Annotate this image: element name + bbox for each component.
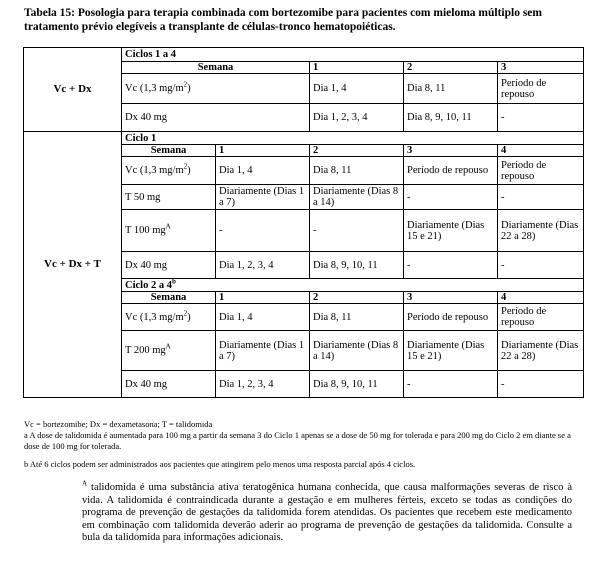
drug-cell: T 200 $mg^A$ [122, 331, 216, 371]
dose-cell: - [216, 210, 310, 252]
dose-cell: Dia 8, 9, 10, 11 [310, 252, 404, 279]
dose-cell: - [498, 252, 584, 279]
week-number: 2 [404, 62, 498, 74]
dose-cell: Dia 1, 2, 3, 4 [310, 104, 404, 132]
week-number: 2 [310, 292, 404, 304]
table-row [24, 132, 584, 145]
dose-cell: Dia 8, 11 [310, 157, 404, 185]
dose-cell: Dia 1, 4 [216, 157, 310, 185]
week-number: 1 [216, 145, 310, 157]
drug-cell: Dx 40 mg [122, 104, 310, 132]
drug-cell: T 50 mg [122, 185, 216, 210]
regimen-label: Vc + Dx + T [24, 132, 122, 398]
dose-cell: - [498, 104, 584, 132]
drug-cell: Dx 40 mg [122, 252, 216, 279]
dose-cell: Diariamente (Dias 1 a 7) [216, 185, 310, 210]
dose-cell: Diariamente (Dias 8 a 14) [310, 185, 404, 210]
dose-cell: Dia 8, 11 [310, 304, 404, 331]
dose-cell: - [404, 252, 498, 279]
week-number: 1 [310, 62, 404, 74]
week-number: 1 [216, 292, 310, 304]
abbreviations-footnote: Vc = bortezomibe; Dx = dexametasona; T = talidomida [24, 419, 213, 429]
dose-cell: Dia 8, 9, 10, 11 [310, 371, 404, 398]
cycles-header: Ciclos 1 a 4 [122, 48, 584, 62]
dose-cell: Diariamente (Dias 15 e 21) [404, 331, 498, 371]
table-title: Tabela 15: Posologia para terapia combinada com bortezomibe para pacientes com mieloma múltiplo sem tratamento prévio elegíveis a transplante de células-tronco hematopoiéticas. [24, 7, 542, 33]
dose-cell: - [310, 210, 404, 252]
dose-cell: Período de repouso [404, 304, 498, 331]
note-text: talidomida é uma substância ativa teratogênica humana conhecida, que causa malformações severas de risco à vida. A talidomida é contraindicada durante a gestação e em mulheres férteis, exceto se todas as condições do programa de prevenção de gestações da talidomida forem atendidas. Os pacientes que recebem este medicamento em combinação com talidomida deverão aderir ao programa de prevenção de gestações da talidomida. Consulte a bula da talidomida para informações adicionais. [82, 482, 572, 543]
dose-cell: Diariamente (Dias 15 e 21) [404, 210, 498, 252]
dose-cell: Período de repouso [498, 74, 584, 104]
week-number: 3 [404, 292, 498, 304]
dose-cell: Dia 1, 2, 3, 4 [216, 371, 310, 398]
dose-cell: Período de repouso [498, 157, 584, 185]
dose-cell: Diariamente (Dias 1 a 7) [216, 331, 310, 371]
week-number: 3 [498, 62, 584, 74]
dose-cell: - [404, 185, 498, 210]
dose-cell: Dia 8, 9, 10, 11 [404, 104, 498, 132]
note-superscript: A [82, 479, 88, 488]
week-header-label: Semana [122, 145, 216, 157]
warning-note [82, 479, 572, 545]
dose-cell: Diariamente (Dias 22 a 28) [498, 210, 584, 252]
footnote-b: b Até 6 ciclos podem ser administrados aos pacientes que atingirem pelo menos uma resposta parcial após 4 ciclos. [24, 459, 416, 469]
cycle-header: Ciclo 1 [122, 132, 584, 145]
drug-cell: Vc (1,3 $mg/m^2$) [122, 304, 216, 331]
footnote-a: a A dose de talidomida é aumentada para 100 mg a partir da semana 3 do Ciclo 1 apenas se a dose de 50 mg for tolerada e para 200 mg do Ciclo 2 em diante se a dose de 100 mg for tolerada. [24, 430, 571, 451]
dose-cell: Período de repouso [498, 304, 584, 331]
dose-cell: Dia 1, 4 [310, 74, 404, 104]
dose-cell: Dia 1, 2, 3, 4 [216, 252, 310, 279]
table-row [24, 48, 584, 62]
week-number: 4 [498, 292, 584, 304]
dose-cell: Dia 8, 11 [404, 74, 498, 104]
dose-cell: Diariamente (Dias 22 a 28) [498, 331, 584, 371]
week-header-label: Semana [122, 292, 216, 304]
dose-cell: Período de repouso [404, 157, 498, 185]
dosing-table [23, 47, 584, 398]
dose-cell: - [404, 371, 498, 398]
drug-cell: Vc (1,3 $mg/m^2$) [122, 157, 216, 185]
dose-cell: Dia 1, 4 [216, 304, 310, 331]
week-number: 4 [498, 145, 584, 157]
week-number: 2 [310, 145, 404, 157]
dose-cell: - [498, 371, 584, 398]
regimen-label: Vc + Dx [24, 48, 122, 132]
cycle-header: Ciclo 2 a 4$^b$ [122, 279, 584, 292]
week-header-label: Semana [122, 62, 310, 74]
drug-cell: T 100 $mg^A$ [122, 210, 216, 252]
drug-cell: Vc (1,3 $mg/m^2$) [122, 74, 310, 104]
drug-cell: Dx 40 mg [122, 371, 216, 398]
week-number: 3 [404, 145, 498, 157]
dose-cell: Diariamente (Dias 8 a 14) [310, 331, 404, 371]
dose-cell: - [498, 185, 584, 210]
